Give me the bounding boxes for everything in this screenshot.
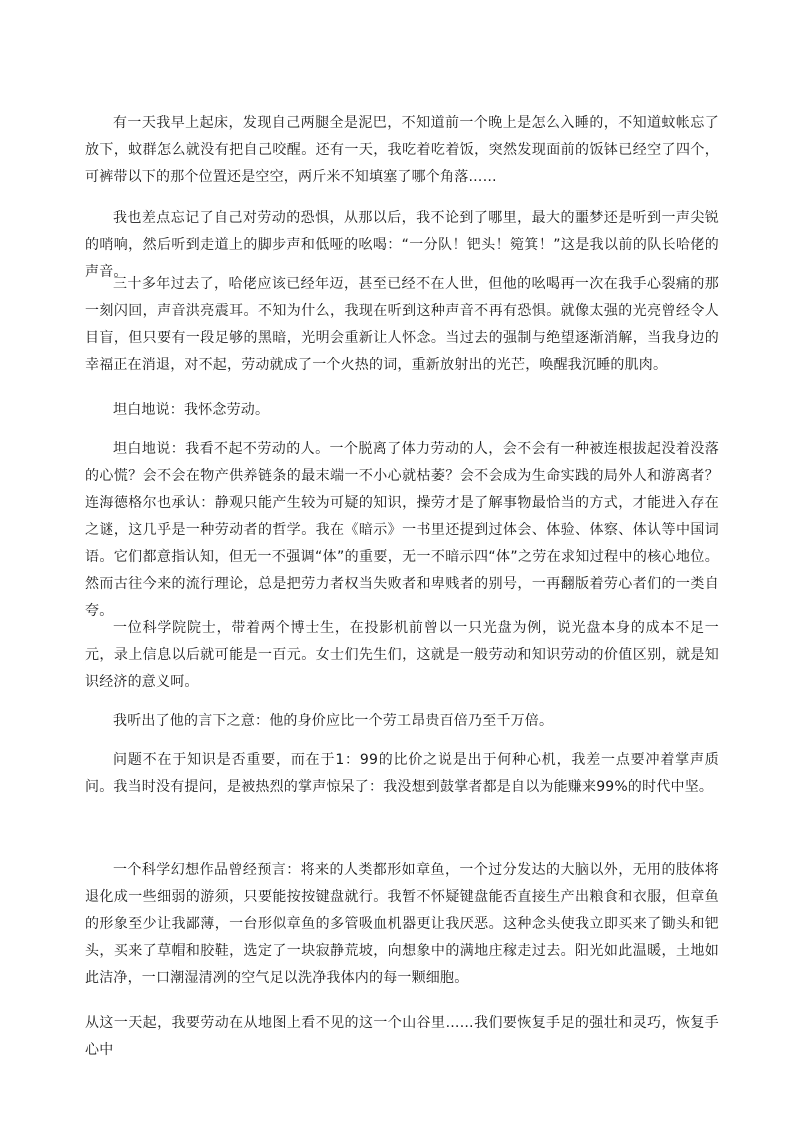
paragraph-academician: 一位科学院院士，带着两个博士生，在投影机前曾以一只光盘为例，说光盘本身的成本不足一元，录上信息以后就可能是一百元。女士们先生们，这就是一般劳动和知识劳动的价值区别，就是知识经济的意义呵。 <box>85 620 719 690</box>
paragraph-ratio-question: 问题不在于知识是否重要，而在于1：99的比价之说是出于何种心机，我差一点要冲着掌声质问。我当时没有提问，是被热烈的掌声惊呆了：我没想到鼓掌者都是自以为能赚来99%的时代中坚。 <box>85 752 719 795</box>
paragraph-implication: 我听出了他的言下之意：他的身价应比一个劳工昂贵百倍乃至千万倍。 <box>113 713 554 729</box>
paragraph-thirty-years: 三十多年过去了，哈佬应该已经年迈，甚至已经不在人世，但他的吆喝再一次在我手心裂痛的那一刻闪回，声音洪亮震耳。不知为什么，我现在听到这种声音不再有恐惧。就像太强的光亮曾经令人目盲，但只要有一段足够的黑暗，光明会重新让人怀念。当过去的强制与绝望逐渐消解，当我身边的幸福正在消退，对不起，劳动就成了一个火热的词，重新放射出的光芒，唤醒我沉睡的肌肉。 <box>85 276 719 373</box>
paragraph-fear-of-labor: 我也差点忘记了自己对劳动的恐惧，从那以后，我不论到了哪里，最大的噩梦还是听到一声尖锐的哨响，然后听到走道上的脚步声和低哑的吆喝：“一分队！钯头！箢箕！”这是我以前的队长哈佬的声音。 <box>85 210 719 280</box>
paragraph-mud-legs: 有一天我早上起床，发现自己两腿全是泥巴，不知道前一个晚上是怎么入睡的，不知道蚊帐忘了放下，蚊群怎么就没有把自己咬醒。还有一天，我吃着吃着饭，突然发现面前的饭钵已经空了四个，可裤带以下的那个位置还是空空，两斤米不知填塞了哪个角落…… <box>85 115 719 185</box>
paragraph-valley: 从这一天起，我要劳动在从地图上看不见的这一个山谷里……我们要恢复手足的强壮和灵巧，恢复手心中 <box>85 1015 719 1058</box>
paragraph-miss-labor: 坦白地说：我怀念劳动。 <box>113 402 270 418</box>
paragraph-look-down: 坦白地说：我看不起不劳动的人。一个脱离了体力劳动的人，会不会有一种被连根拔起没着没落的心慌？会不会在物产供养链条的最末端一不小心就枯萎？会不会成为生命实践的局外人和游离者？连海德格尔也承认：静观只能产生较为可疑的知识，操劳才是了解事物最恰当的方式，才能进入存在之谜，这几乎是一种劳动者的哲学。我在《暗示》一书里还提到过体会、体验、体察、体认等中国词语。它们都意指认知，但无一不强调“体”的重要，无一不暗示四“体”之劳在求知过程中的核心地位。然而古往今来的流行理论，总是把劳力者权当失败者和卑贱者的别号，一再翻版着劳心者们的一类自夸。 <box>85 441 719 619</box>
paragraph-octopus: 一个科学幻想作品曾经预言：将来的人类都形如章鱼，一个过分发达的大脑以外，无用的肢体将退化成一些细弱的游须，只要能按按键盘就行。我暂不怀疑键盘能否直接生产出粮食和衣服，但章鱼的形象至少让我鄙薄，一台形似章鱼的多管吸血机器更让我厌恶。这种念头使我立即买来了锄头和钯头，买来了草帽和胶鞋，选定了一块寂静荒坡，向想象中的满地庄稼走过去。阳光如此温暖，土地如此洁净，一口潮湿清冽的空气足以洗净我体内的每一颗细胞。 <box>85 862 719 986</box>
